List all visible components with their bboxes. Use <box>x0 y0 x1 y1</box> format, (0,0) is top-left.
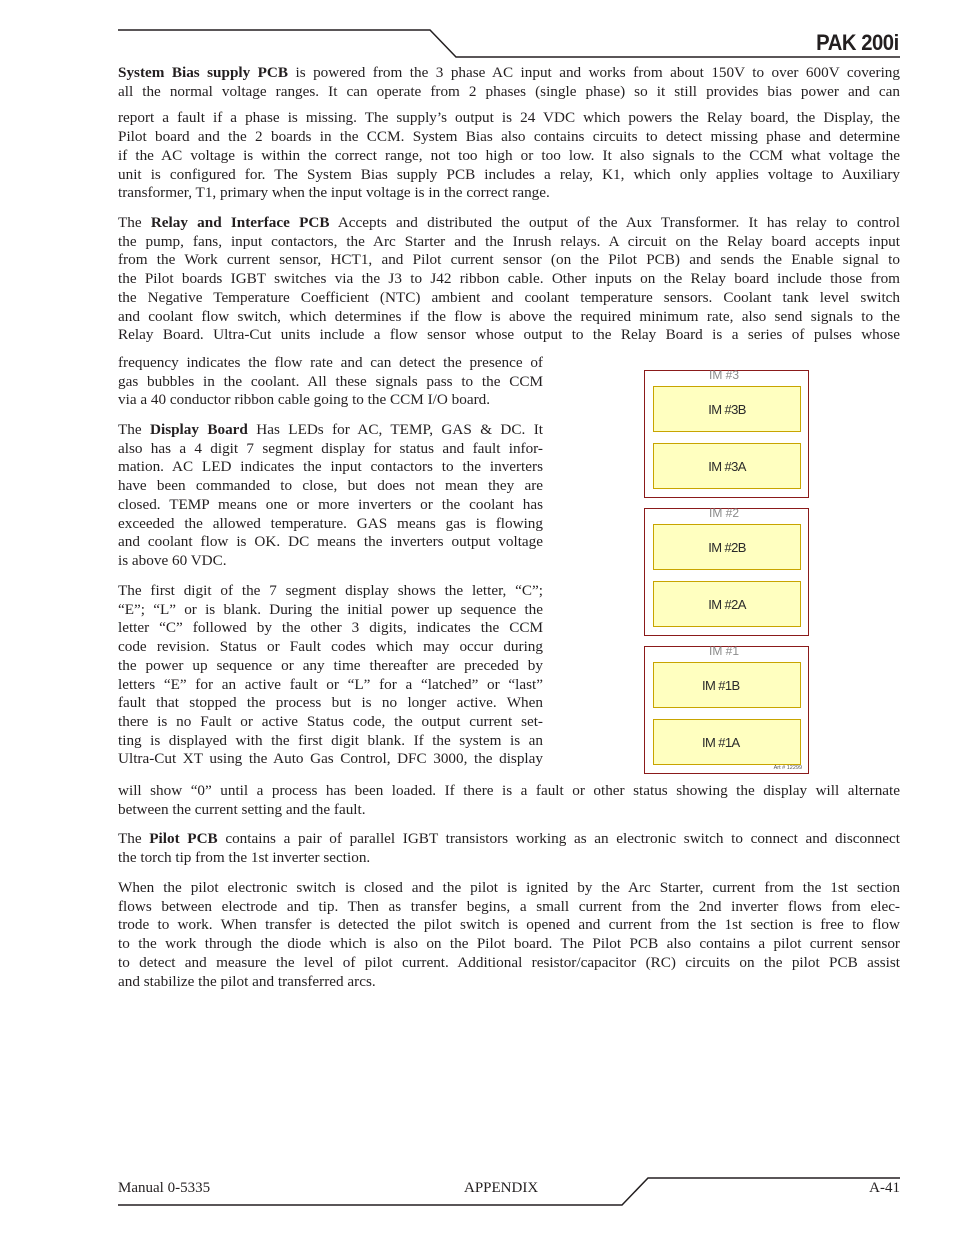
module-label: IM #1 <box>709 644 740 658</box>
inverter-cell-3a: IM #3A <box>653 443 801 489</box>
paragraph-relay-board: The Relay and Interface PCB Accepts and distributed the output of the Aux Transformer. It has relay to control the pump, fans, input contactors, the Arc Starter and the Inrush relays. A circuit on the Relay board accepts input from the Work current sensor, HCT1, and Pilot current sensor (on the Pilot PCB) and sends the Enable signal to the Pilot boards IGBT switches via the J3 to J42 ribbon cable. Other inputs on the Relay board include those from the Negative Temperature Coefficient (NTC) ambient and coolant temperature sensors. Coolant tank level switch and coolant flow switch, which determines if the flow is above the required minimum rate, also send signals to the Relay Board. Ultra-Cut units include a flow sensor whose output to the Relay Board is a series of pulses whose <box>118 214 900 344</box>
inverter-cell-2a: IM #2A <box>653 581 801 627</box>
display-heading: Display Board <box>150 421 248 438</box>
art-number: Art # 12299 <box>773 765 802 771</box>
paragraph-pilot-pcb: The Pilot PCB contains a pair of parallel IGBT transistors working as an electronic switch to connect and disconnect the torch tip from the 1st inverter section. <box>118 830 900 866</box>
inverter-module-3 <box>644 370 809 498</box>
inverter-cell-3b: IM #3B <box>653 386 801 432</box>
relay-heading: Relay and Interface PCB <box>150 214 330 231</box>
header-rule <box>0 0 954 70</box>
paragraph-relay-continued: frequency indicates the flow rate and can detect the presence of gas bubbles in the coolant. All these signals pass to the CCM via a 40 conductor ribbon cable going to the CCM I/O board. <box>118 354 543 409</box>
paragraph-first-digit: The first digit of the 7 segment display shows the letter, “C”; “E”; “L” or is blank. During the initial power up sequence the letter “C” followed by the other 3 digits, indicates the CCM code revision. Status or Fault codes which may occur during the power up sequence or any time thereafter are preceded by letters “E” for an active fault or “L” for a “latched” or “last” fault that stopped the process but is no longer active. When there is no Fault or active Status code, the output current set- ting is displayed with the first digit blank. If the system is an Ultra-Cut XT using the Auto Gas Control, DFC 3000, the display <box>118 582 543 768</box>
inverter-module-diagram <box>644 370 812 774</box>
inverter-module-2 <box>644 508 809 636</box>
paragraph-system-bias: System Bias supply PCB is powered from the 3 phase AC input and works from about 150V to over 600V covering all the normal voltage ranges. It can operate from 2 phases (single phase) so it still provides bias power and can report a fault if a phase is missing. The supply’s output is 24 VDC which powers the Relay board, the Display, the Pilot board and the 2 boards in the CCM. System Bias also contains circuits to detect missing phase and determine if the AC voltage is within the correct range, not too high or too low. It also signals to the CCM what voltage the unit is configured for. The System Bias supply PCB includes a relay, K1, which only applies voltage to Auxiliary transformer, T1, primary when the input voltage is in the correct range. <box>118 64 900 202</box>
footer-page-number: A-41 <box>869 1180 900 1196</box>
inverter-cell-1b: IM #1B <box>653 662 801 708</box>
paragraph-first-digit-continued: will show “0” until a process has been loaded. If there is a fault or other status showing the display will alternate between the current setting and the fault. <box>118 782 900 818</box>
inverter-cell-2b: IM #2B <box>653 524 801 570</box>
module-label: IM #3 <box>709 368 740 382</box>
paragraph-pilot-switch: When the pilot electronic switch is closed and the pilot is ignited by the Arc Starter, current from the 1st section flows between electrode and tip. Then as transfer begins, a small current from the 2nd inverter flows from elec- trode to work. When transfer is detected the pilot switch is opened and current from the 1st section is free to flow to the work through the diode which is also on the Pilot board. The Pilot PCB also contains a pilot current sensor to detect and measure the level of pilot current. Additional resistor/capacitor (RC) circuits on the pilot PCB assist and stabilize the pilot and transferred arcs. <box>118 879 900 990</box>
system-bias-heading: System Bias supply PCB <box>118 64 289 81</box>
footer-section: APPENDIX <box>464 1180 539 1196</box>
inverter-cell-1a: IM #1A <box>653 719 801 765</box>
header-title: PAK 200i <box>816 30 899 55</box>
pilot-heading: Pilot PCB <box>149 830 218 847</box>
module-label: IM #2 <box>709 506 740 520</box>
paragraph-display-board: The Display Board Has LEDs for AC, TEMP, GAS & DC. It also has a 4 digit 7 segment display for status and fault infor- mation. AC LED indicates the input contactors to the inverters have been commanded to close, but does not mean they are closed. TEMP means one or more inverters or the coolant has exceeded the allowed temperature. GAS means gas is flowing and coolant flow is OK. DC means the inverters output voltage is above 60 VDC. <box>118 421 543 569</box>
footer-manual-number: Manual 0-5335 <box>118 1180 211 1196</box>
inverter-module-1 <box>644 646 809 774</box>
